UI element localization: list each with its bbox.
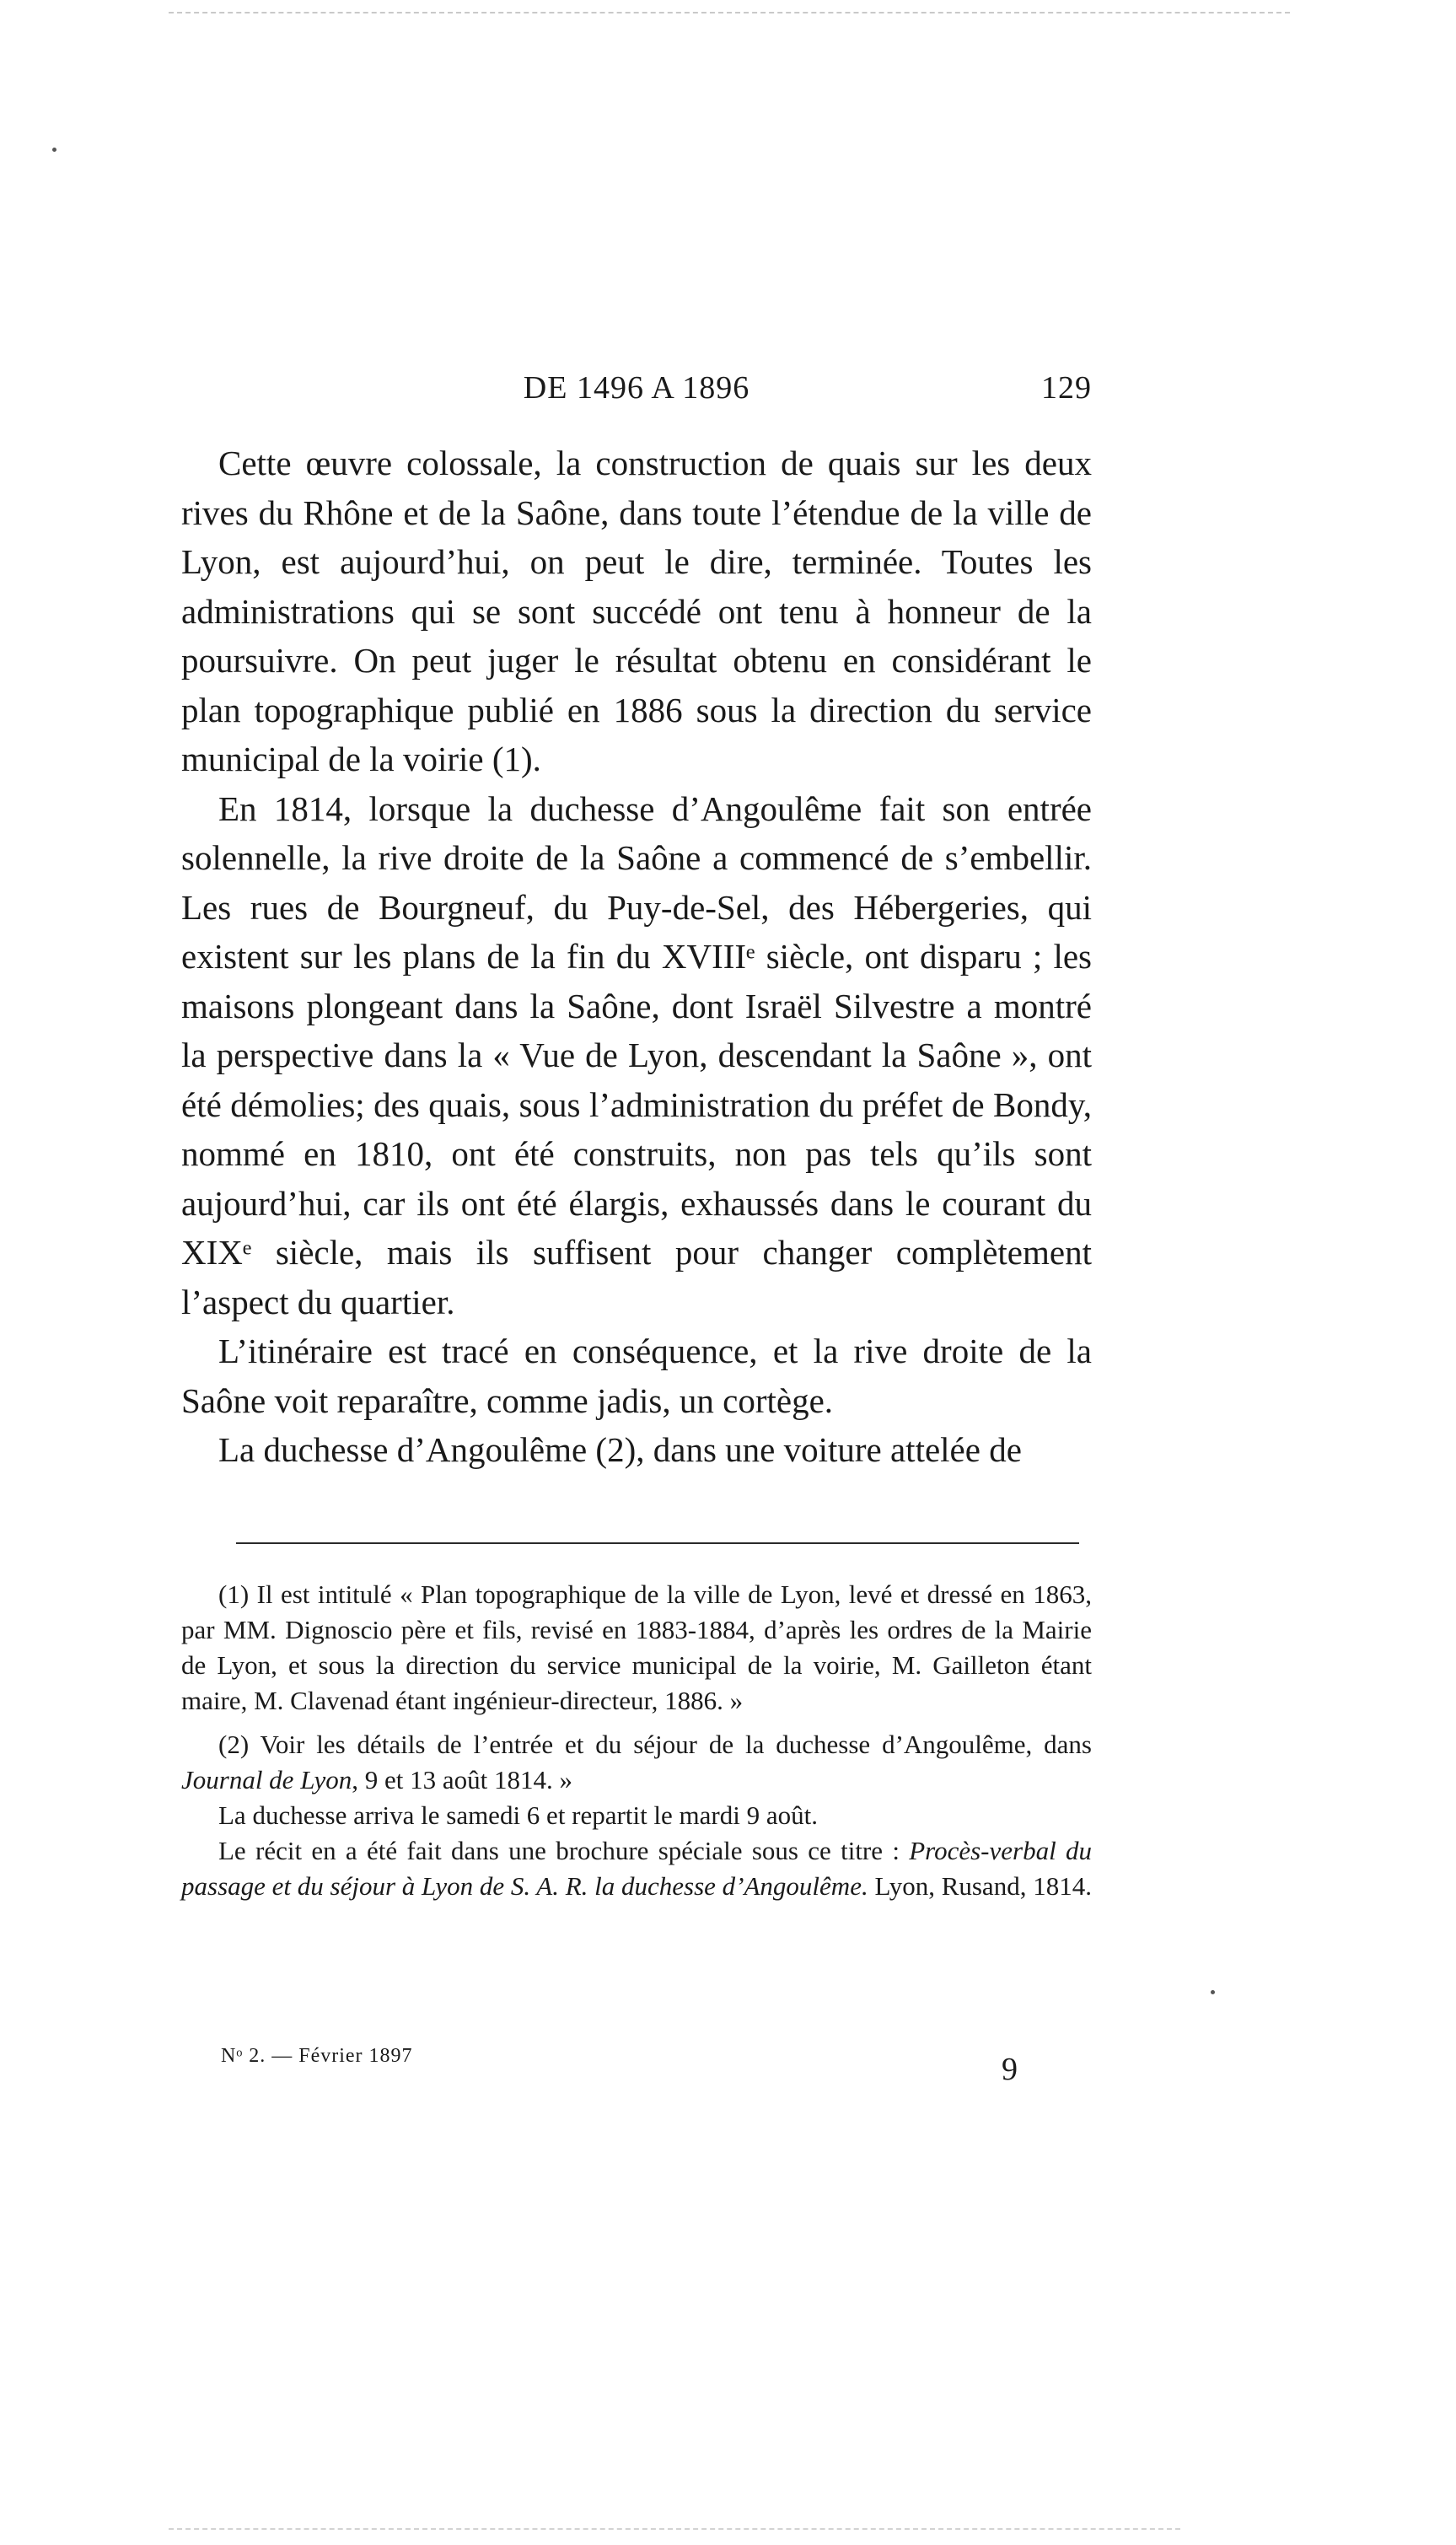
footnote-separator	[236, 1542, 1079, 1544]
footnote-2-end: , 9 et 13 août 1814. »	[352, 1765, 573, 1794]
scan-bottom-edge	[169, 2528, 1180, 2530]
footnotes	[181, 1577, 1092, 1904]
paragraph-1: Cette œuvre colossale, la construction de quais sur les deux rives du Rhône et de la Saône, dans toute l’étendue de la ville de Lyon, est aujourd’hui, on peut le dire, terminée. Toutes les administrations qui se sont succédé ont tenu à honneur de la poursuivre. On peut juger le résultat obtenu en considérant le plan topographique publié en 1886 sous la direction du service municipal de la voirie (1).	[181, 444, 1092, 778]
issue-signature: Nᵒ 2. — Février 1897	[221, 2045, 413, 2067]
footnote-2-intro: (2) Voir les détails de l’entrée et du séjour de la duchesse d’Angoulême, dans	[218, 1730, 1092, 1759]
scan-top-edge	[169, 12, 1290, 13]
footnote-1: (1) Il est intitulé « Plan topographique de la ville de Lyon, levé et dressé en 1863, par MM. Dignoscio père et fils, revisé en 1883-1884, d’après les ordres de la Mairie de Lyon, et sous la direction du service municipal de la voirie, M. Gailleton étant maire, M. Clavenad étant ingénieur-directeur, 1886. »	[181, 1579, 1092, 1715]
footnote-2	[181, 1727, 1092, 1798]
footnote-2-journal: Journal de Lyon	[181, 1765, 352, 1794]
running-title: DE 1496 A 1896	[523, 370, 750, 406]
footnote-2-line-3-intro: Le récit en a été fait dans une brochure spéciale sous ce titre :	[218, 1836, 910, 1865]
scan-speck	[1211, 1990, 1215, 1994]
running-head	[181, 369, 1092, 420]
footnote-2-line-3	[181, 1833, 1092, 1904]
footnote-2-line-3-title: Procès-verbal du passage et du séjour à Lyon de S. A. R. la duchesse d’Angoulême.	[181, 1836, 1092, 1901]
scan-speck	[52, 148, 56, 152]
footnote-2-line-2: La duchesse arriva le samedi 6 et repartit le mardi 9 août.	[218, 1800, 818, 1830]
paragraph-4: La duchesse d’Angoulême (2), dans une voiture attelée de	[218, 1430, 1022, 1469]
paragraph-3: L’itinéraire est tracé en conséquence, et la rive droite de la Saône voit reparaître, comme jadis, un cortège.	[181, 1332, 1092, 1420]
footnote-2-line-3-end: Lyon, Rusand, 1814.	[868, 1871, 1092, 1901]
page-number: 129	[1041, 370, 1092, 406]
body-text	[181, 439, 1092, 1475]
sheet-number: 9	[1002, 2052, 1018, 2087]
paragraph-2: En 1814, lorsque la duchesse d’Angoulême fait son entrée solennelle, la rive droite de la Saône a commencé de s’embellir. Les rues de Bourgneuf, du Puy-de-Sel, des Hébergeries, qui existent sur les plans de la fin du XVIIIᵉ siècle, ont disparu ; les maisons plongeant dans la Saône, dont Israël Silvestre a montré la perspective dans la « Vue de Lyon, descendant la Saône », ont été démolies; des quais, sous l’administration du préfet de Bondy, nommé en 1810, ont été construits, non pas tels qu’ils sont aujourd’hui, car ils ont été élargis, exhaussés dans le courant du XIXᵉ siècle, mais ils suffisent pour changer complètement l’aspect du quartier.	[181, 788, 1092, 1321]
